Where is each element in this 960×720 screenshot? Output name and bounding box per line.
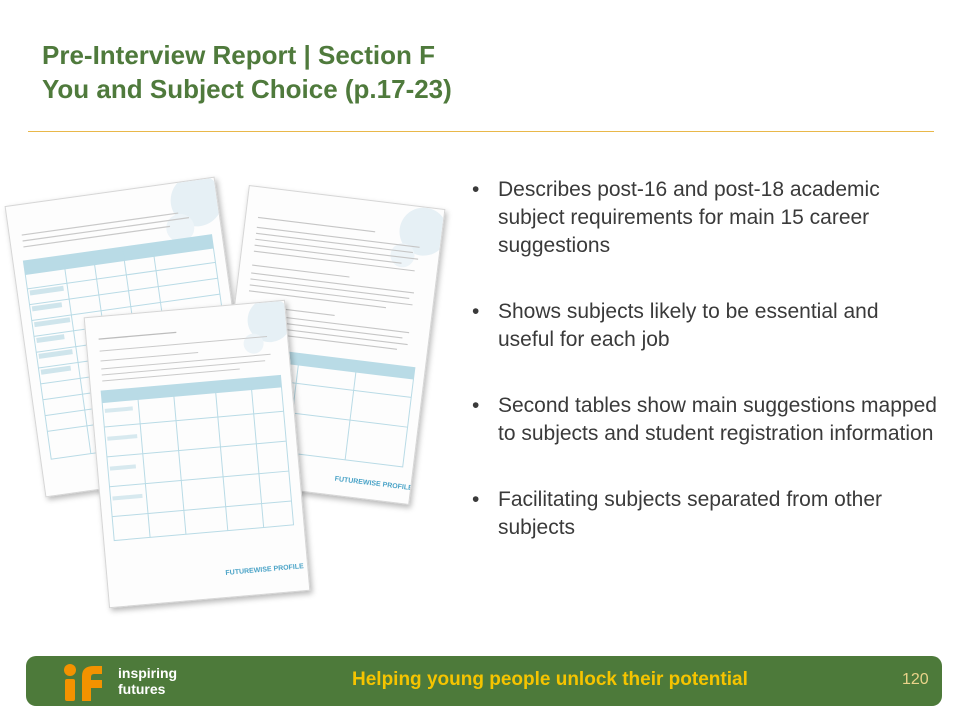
logo-word-futures: futures bbox=[118, 681, 166, 697]
footer-banner bbox=[26, 656, 942, 706]
bullet-text: Facilitating subjects separated from other subjects bbox=[498, 488, 883, 539]
logo-word-inspiring: inspiring bbox=[118, 665, 178, 681]
svg-text:FUTUREWISE PROFILE: FUTUREWISE PROFILE bbox=[334, 475, 414, 493]
bullet-text: Describes post-16 and post-18 academic subject requirements for main 15 career suggestions bbox=[498, 178, 880, 257]
footer-tagline: Helping young people unlock their potential bbox=[352, 669, 748, 690]
bullet-text: Shows subjects likely to be essential and useful for each job bbox=[498, 300, 879, 351]
bullet-marker: • bbox=[472, 178, 480, 201]
report-page-thumbnail-front bbox=[84, 300, 311, 608]
slide-title-line-2: You and Subject Choice (p.17-23) bbox=[42, 74, 452, 104]
bullet-item bbox=[468, 392, 938, 448]
report-page-thumbnails bbox=[10, 150, 450, 620]
inspiring-futures-logo-icon bbox=[60, 662, 114, 702]
bullet-item bbox=[468, 176, 938, 260]
bullet-marker: • bbox=[472, 488, 480, 511]
bullet-item bbox=[468, 486, 938, 542]
slide-title-line-1: Pre-Interview Report | Section F bbox=[42, 40, 436, 70]
logo-wordmark bbox=[118, 665, 177, 697]
slide-title bbox=[42, 38, 922, 106]
bullet-item bbox=[468, 298, 938, 354]
slide-page-number: 120 bbox=[902, 671, 929, 688]
svg-text:FUTUREWISE PROFILE: FUTUREWISE PROFILE bbox=[225, 563, 305, 577]
title-divider bbox=[28, 131, 934, 132]
bullet-text: Second tables show main suggestions mapped to subjects and student registration information bbox=[498, 394, 937, 445]
bullet-marker: • bbox=[472, 300, 480, 323]
bullet-marker: • bbox=[472, 394, 480, 417]
bullet-list bbox=[468, 176, 938, 580]
